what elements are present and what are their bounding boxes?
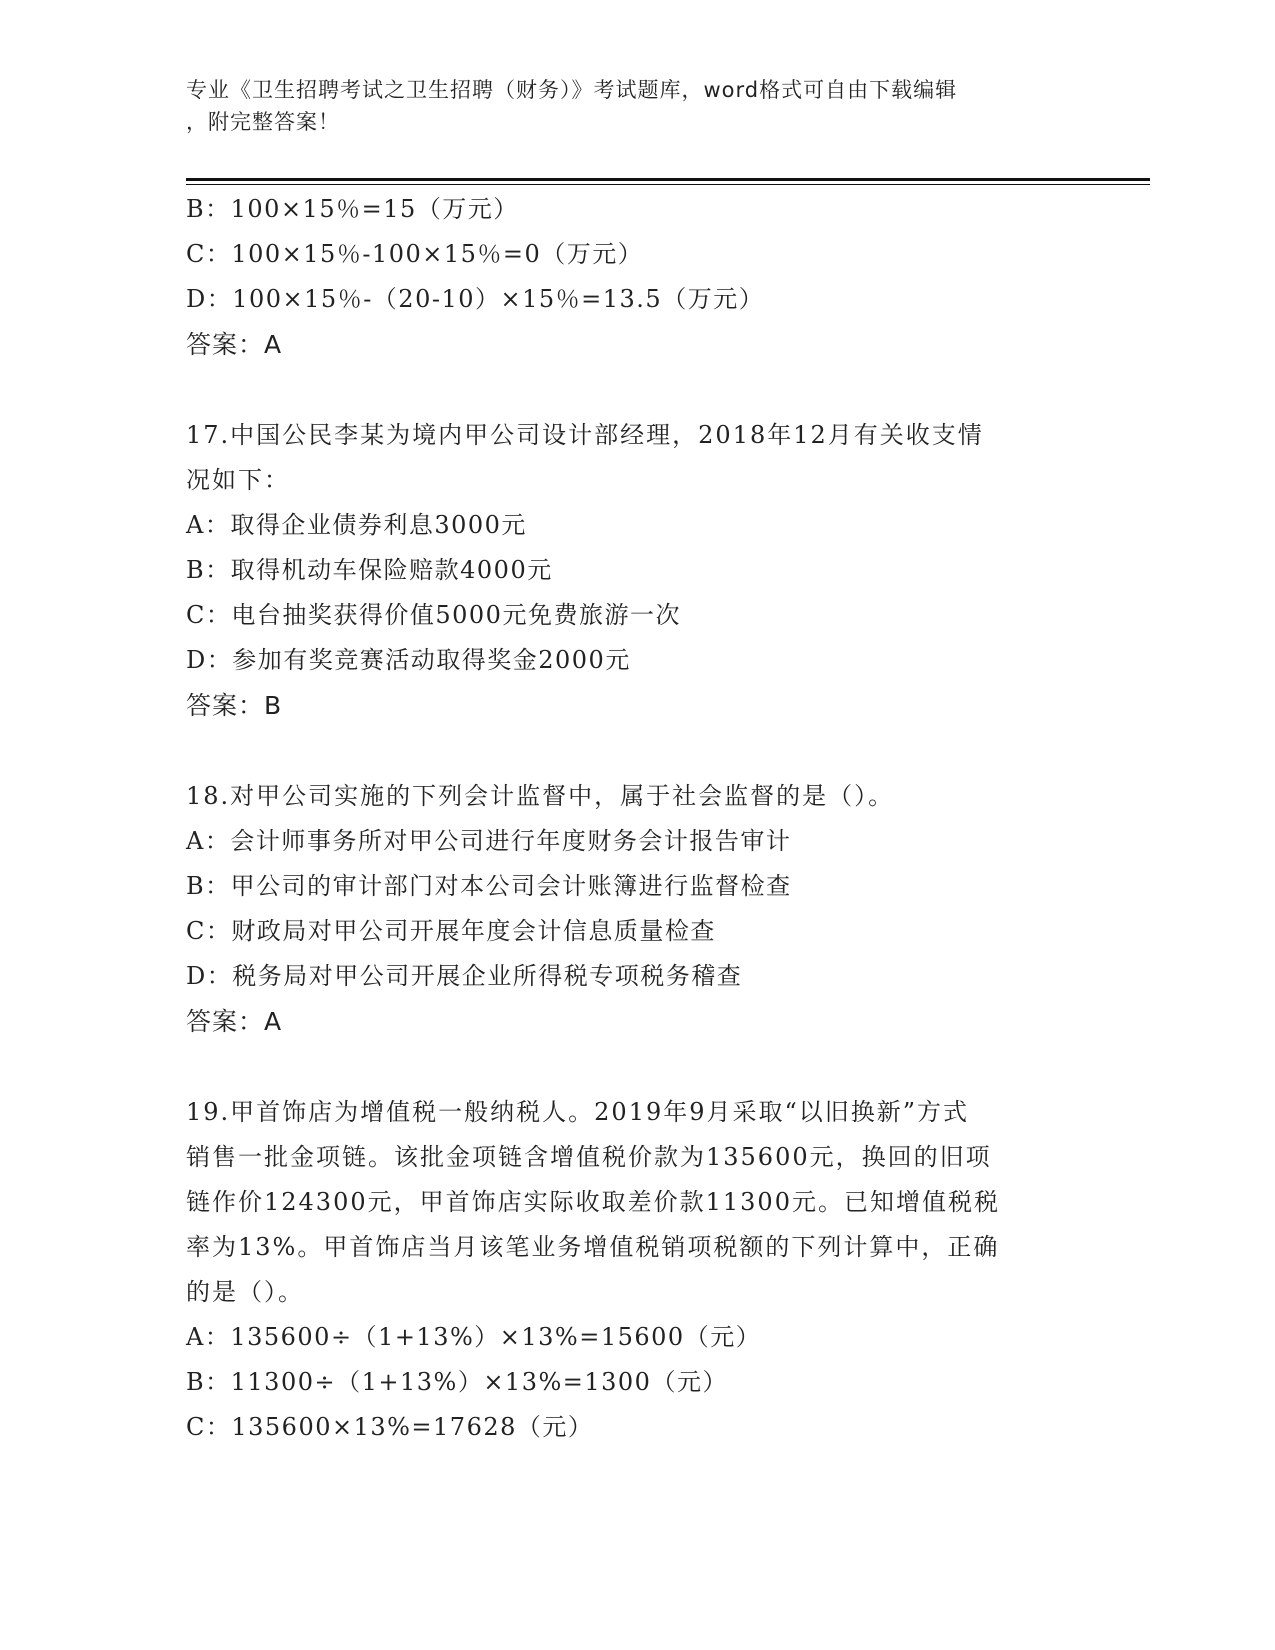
question-text-line: 率为13%。甲首饰店当月该笔业务增值税销项税额的下列计算中，正确 [186,1233,1000,1261]
option-c: C：135600×13%=17628（元） [186,1413,594,1441]
question-content [186,187,1086,1450]
question-block [186,774,1086,1044]
page-header [186,74,1076,138]
option-b: B：甲公司的审计部门对本公司会计账簿进行监督检查 [186,872,792,900]
question-block [186,1090,1086,1450]
option-a: A：会计师事务所对甲公司进行年度财务会计报告审计 [186,827,792,855]
header-rule-thick [186,178,1150,181]
header-line-2: ，附完整答案！ [186,110,340,134]
option-c: C：财政局对甲公司开展年度会计信息质量检查 [186,917,716,945]
question-text-line: 链作价124300元，甲首饰店实际收取差价款11300元。已知增值税税 [186,1188,1000,1216]
header-line-1: 专业《卫生招聘考试之卫生招聘（财务）》考试题库，word格式可自由下载编辑 [186,78,958,102]
option-d: D：参加有奖竞赛活动取得奖金2000元 [186,646,631,674]
question-text-line: 18.对甲公司实施的下列会计监督中，属于社会监督的是（）。 [186,782,895,810]
answer-line: 答案：A [186,1007,283,1036]
answer-line: 答案：B [186,691,283,720]
question-text-line: 17.中国公民李某为境内甲公司设计部经理，2018年12月有关收支情 [186,421,984,449]
option-d: D：税务局对甲公司开展企业所得税专项税务稽查 [186,962,743,990]
question-text-line: 销售一批金项链。该批金项链含增值税价款为135600元，换回的旧项 [186,1143,992,1171]
option-c: C：电台抽奖获得价值5000元免费旅游一次 [186,601,681,629]
option-a: A：135600÷（1+13%）×13%=15600（元） [186,1323,762,1351]
question-block [186,187,1086,367]
question-block [186,413,1086,728]
question-text-line: 的是（）。 [186,1278,304,1306]
header-rule-thin [186,184,1150,185]
option-c: C：100×15％-100×15％=0（万元） [186,240,644,268]
option-b: B：11300÷（1+13%）×13%=1300（元） [186,1368,728,1396]
option-b: B：取得机动车保险赔款4000元 [186,556,553,584]
option-a: A：取得企业债券利息3000元 [186,511,527,539]
question-text-line: 况如下： [186,466,290,494]
answer-line: 答案：A [186,330,283,359]
question-text-line: 19.甲首饰店为增值税一般纳税人。2019年9月采取“以旧换新”方式 [186,1098,970,1126]
option-b: B：100×15％=15（万元） [186,195,519,223]
option-d: D：100×15％-（20-10）×15％=13.5（万元） [186,285,765,313]
